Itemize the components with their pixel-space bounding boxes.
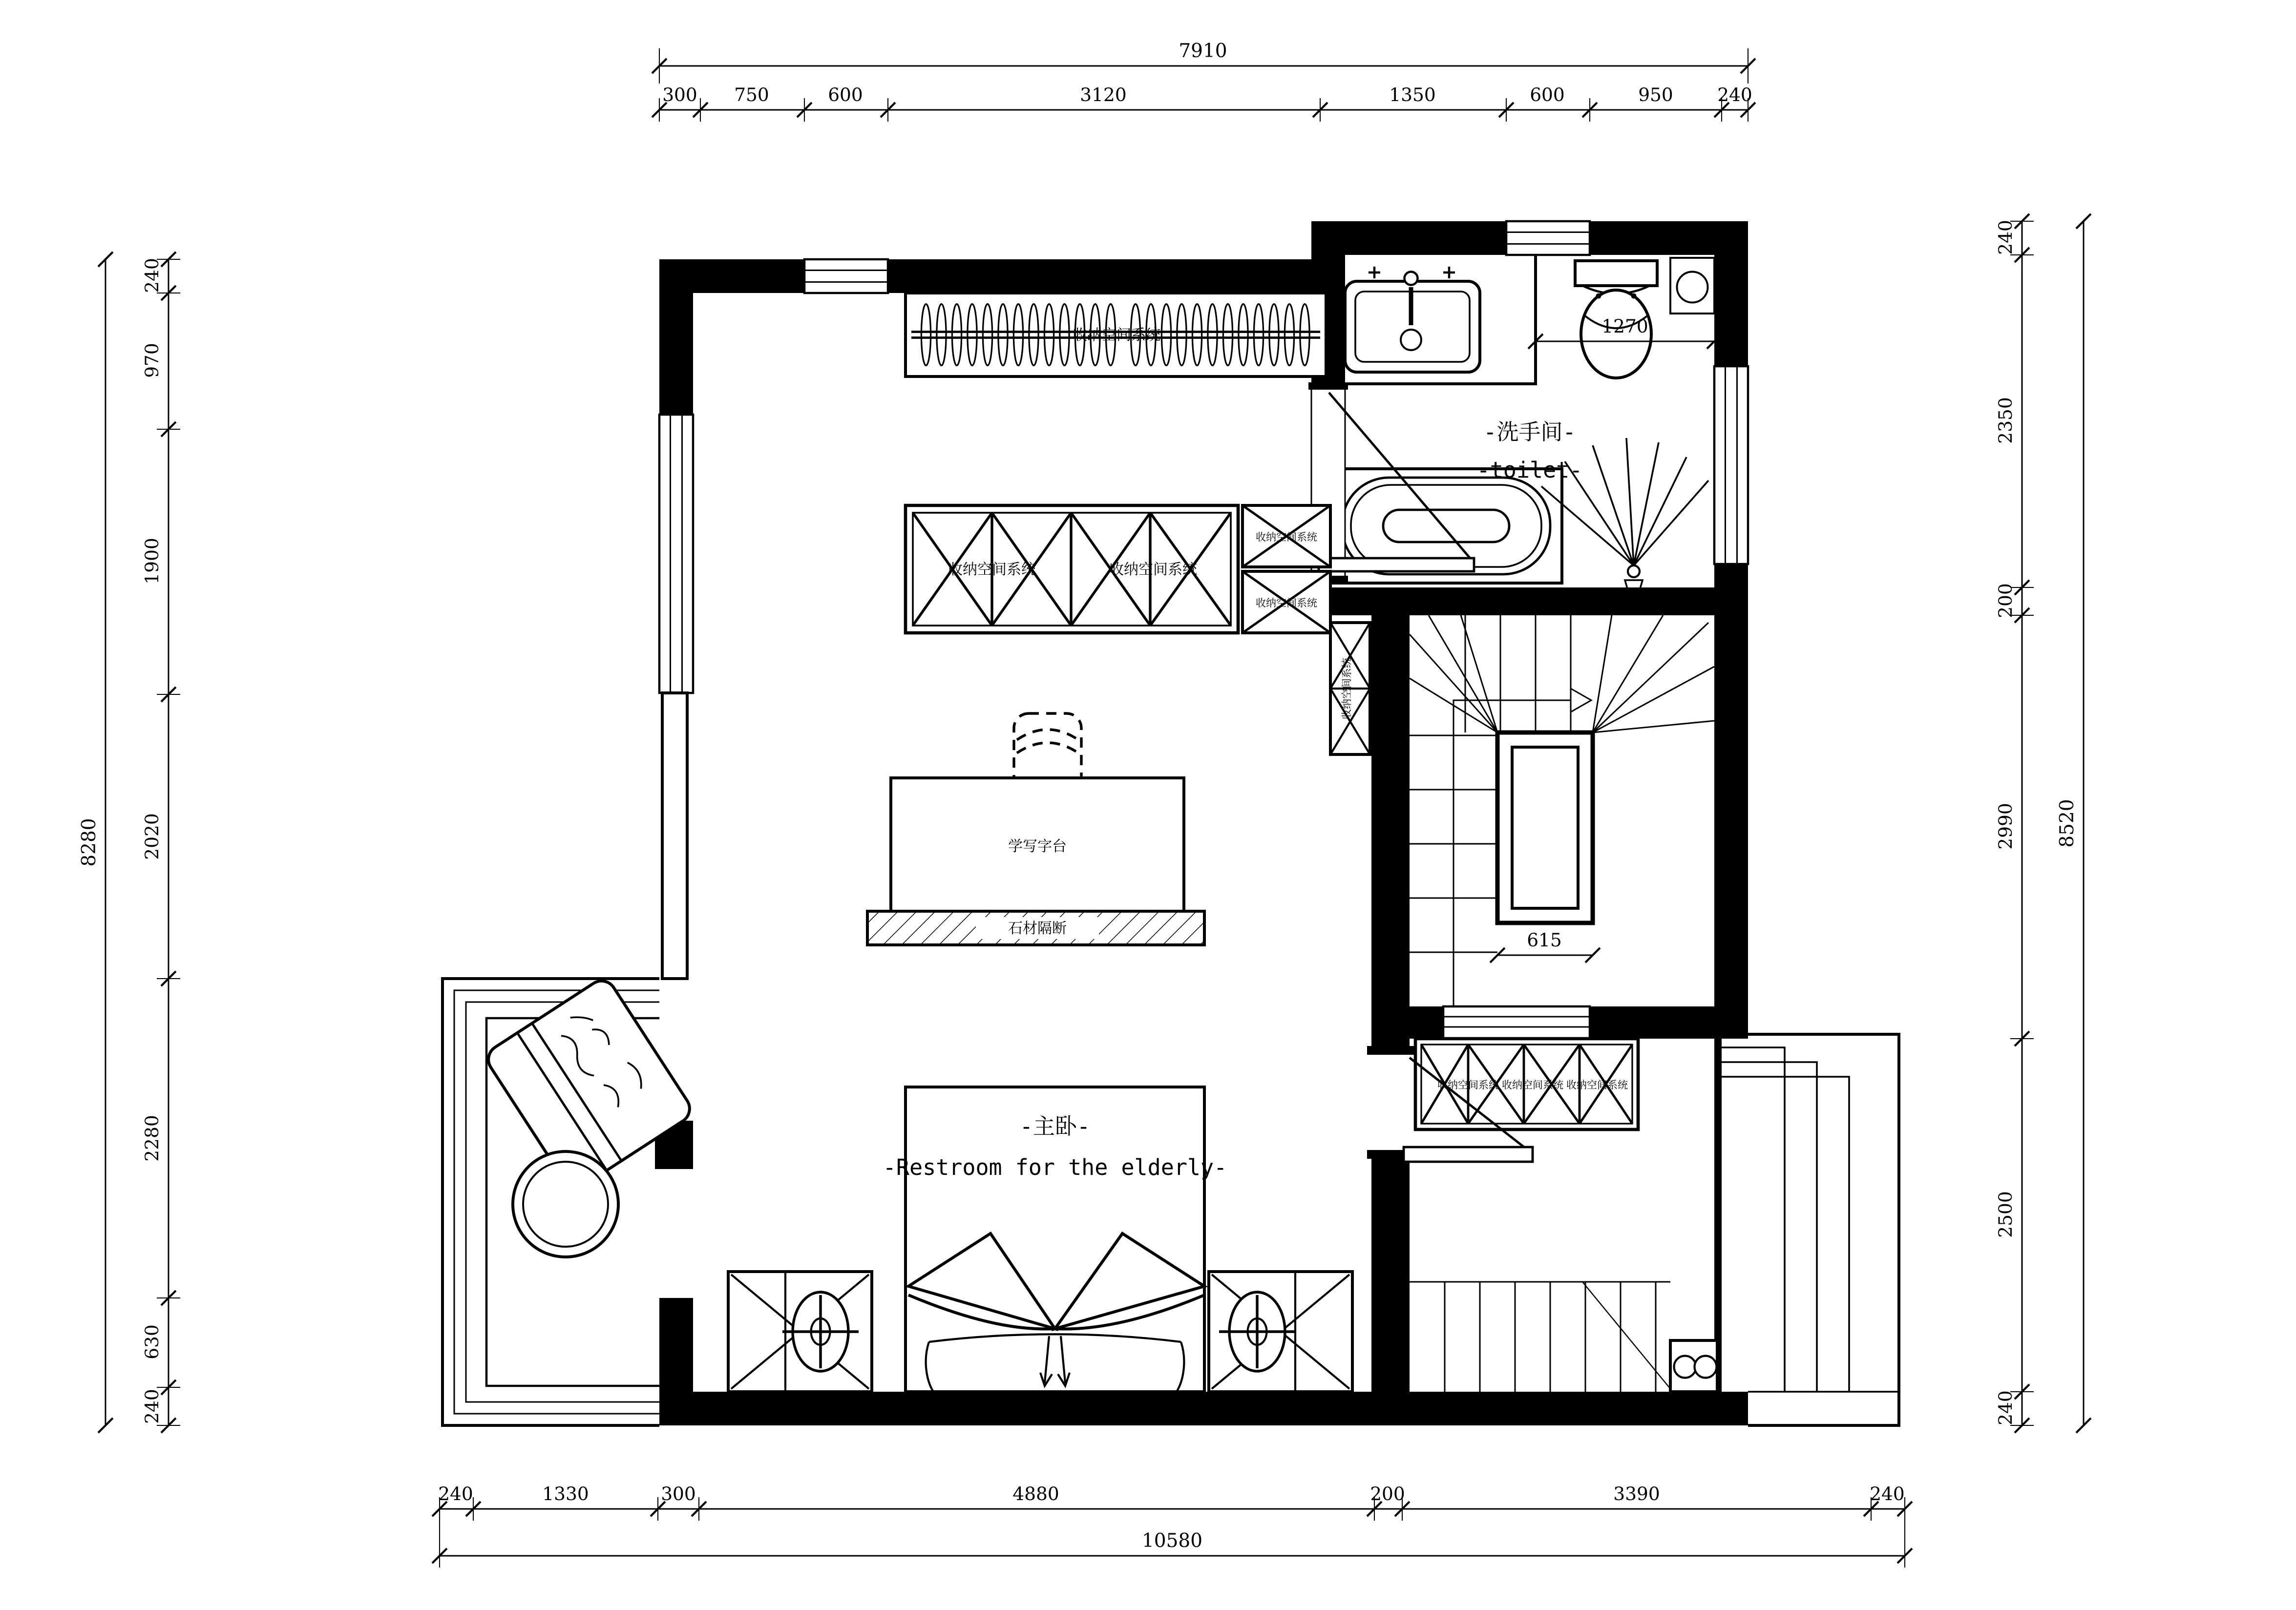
dim-chain-top bbox=[652, 40, 1755, 122]
nightstand-left bbox=[728, 1272, 872, 1392]
master-label-en: -Restroom for the elderly- bbox=[883, 1154, 1227, 1180]
svg-text:300: 300 bbox=[661, 1483, 696, 1505]
svg-text:2350: 2350 bbox=[1995, 397, 2016, 444]
lower-stair-run bbox=[1410, 1282, 1670, 1392]
dim-chain-bottom bbox=[432, 1483, 1912, 1568]
svg-text:收纳空间系统: 收纳空间系统 bbox=[1566, 1079, 1628, 1091]
stair-void-dim bbox=[1490, 929, 1600, 962]
svg-text:750: 750 bbox=[734, 84, 769, 105]
wardrobe-label-1: 收纳空间系统 bbox=[948, 561, 1036, 578]
svg-text:600: 600 bbox=[828, 84, 863, 105]
svg-text:2500: 2500 bbox=[1995, 1191, 2016, 1238]
room-toilet bbox=[1308, 255, 1722, 590]
window-toilet-right bbox=[1714, 366, 1748, 564]
closet-rod-label: 收纳空间系统 bbox=[1073, 327, 1160, 344]
dim-1270: 1270 bbox=[1601, 315, 1648, 337]
svg-text:240: 240 bbox=[1995, 220, 2016, 255]
svg-text:收纳空间系统: 收纳空间系统 bbox=[1256, 597, 1317, 609]
svg-text:240: 240 bbox=[141, 1389, 163, 1424]
window-elderly-top bbox=[1443, 1006, 1590, 1039]
svg-text:240: 240 bbox=[141, 258, 163, 293]
shoe-cabinet bbox=[1670, 1340, 1717, 1392]
closet-area bbox=[906, 293, 1370, 754]
svg-text:300: 300 bbox=[662, 84, 697, 105]
bay-window bbox=[1722, 1034, 1899, 1425]
svg-text:600: 600 bbox=[1530, 84, 1565, 105]
dim-615: 615 bbox=[1527, 929, 1562, 951]
nightstand-right bbox=[1209, 1272, 1352, 1392]
storage-box-upper bbox=[1243, 505, 1330, 567]
wardrobe-row bbox=[906, 505, 1238, 633]
desk-island bbox=[867, 713, 1204, 945]
svg-text:2280: 2280 bbox=[141, 1115, 163, 1162]
svg-text:2020: 2020 bbox=[141, 813, 163, 860]
wardrobe-label-2: 收纳空间系统 bbox=[1109, 561, 1197, 578]
dim-top-total: 7910 bbox=[1179, 40, 1227, 63]
dim-chain-right bbox=[1995, 214, 2091, 1433]
svg-text:1900: 1900 bbox=[141, 538, 163, 585]
floor-drain bbox=[1670, 258, 1714, 314]
left-wall-thin bbox=[662, 693, 687, 979]
svg-text:240: 240 bbox=[1870, 1483, 1905, 1505]
window-top-left bbox=[804, 259, 888, 293]
closet-hanger-rod bbox=[906, 293, 1326, 376]
storage-box-lower bbox=[1243, 571, 1330, 633]
balcony bbox=[442, 975, 695, 1425]
dim-chain-left bbox=[78, 252, 180, 1433]
window-left bbox=[659, 415, 693, 693]
svg-text:950: 950 bbox=[1638, 84, 1673, 105]
svg-text:240: 240 bbox=[1995, 1390, 2016, 1425]
window-toilet-top bbox=[1506, 221, 1590, 255]
svg-text:3390: 3390 bbox=[1613, 1483, 1660, 1505]
svg-text:200: 200 bbox=[1370, 1483, 1405, 1505]
stone-partition bbox=[867, 911, 1204, 945]
dim-right-total: 8520 bbox=[2056, 799, 2078, 848]
sink bbox=[1345, 267, 1480, 372]
stairwell bbox=[1410, 615, 1714, 1006]
room-elderly bbox=[1367, 1034, 1899, 1425]
master-label-cn: -主卧- bbox=[1019, 1113, 1091, 1139]
toilet-label-en: -toilet- bbox=[1476, 457, 1583, 483]
svg-text:630: 630 bbox=[141, 1324, 163, 1359]
svg-text:2990: 2990 bbox=[1995, 803, 2016, 850]
elderly-wardrobe bbox=[1415, 1039, 1638, 1129]
svg-text:4880: 4880 bbox=[1012, 1483, 1059, 1505]
svg-text:240: 240 bbox=[438, 1483, 473, 1505]
svg-text:收纳空间系统: 收纳空间系统 bbox=[1341, 658, 1353, 719]
faucet-icon bbox=[1405, 272, 1418, 285]
storage-cabinet-vertical bbox=[1330, 623, 1370, 754]
room-master bbox=[728, 1087, 1352, 1392]
side-table bbox=[513, 1151, 618, 1257]
svg-text:240: 240 bbox=[1717, 84, 1752, 105]
svg-text:200: 200 bbox=[1995, 583, 2016, 618]
svg-text:1350: 1350 bbox=[1389, 84, 1436, 105]
svg-text:3120: 3120 bbox=[1080, 84, 1127, 105]
svg-text:970: 970 bbox=[141, 343, 163, 378]
dim-bottom-total: 10580 bbox=[1141, 1530, 1203, 1552]
stone-partition-label: 石材隔断 bbox=[1008, 920, 1067, 937]
svg-text:收纳空间系统: 收纳空间系统 bbox=[1256, 531, 1317, 543]
svg-text:1330: 1330 bbox=[542, 1483, 589, 1505]
desk-label: 学写字台 bbox=[1008, 838, 1067, 855]
dim-left-total: 8280 bbox=[78, 818, 101, 867]
svg-text:收纳空间系统: 收纳空间系统 bbox=[1502, 1079, 1563, 1091]
toilet-label-cn: -洗手间- bbox=[1483, 419, 1576, 445]
svg-text:收纳空间系统: 收纳空间系统 bbox=[1437, 1079, 1499, 1091]
